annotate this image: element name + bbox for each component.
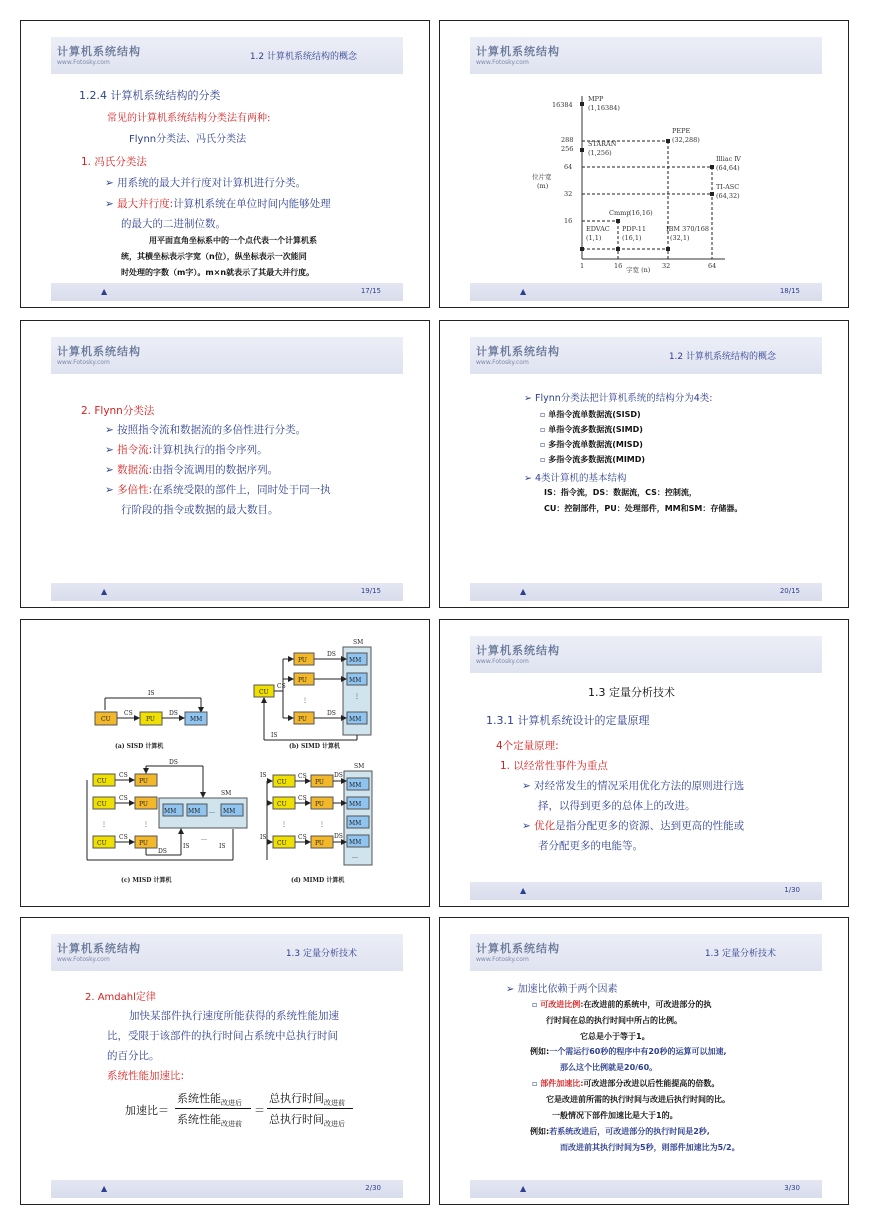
num-2-text: 总执行时间 — [269, 1092, 324, 1105]
bullet-2-cont: 的最大的二进制位数。 — [121, 218, 226, 230]
square-bullet-icon: ▫ — [540, 425, 549, 434]
point-pdp11 — [616, 247, 620, 251]
arrow-icon: ➢ — [524, 473, 535, 484]
page-number: 17/15 — [360, 287, 381, 295]
arrow-icon: ➢ — [522, 820, 535, 832]
bullet-2 — [524, 470, 627, 484]
is-label: IS — [260, 834, 267, 841]
ds-label: DS — [334, 772, 343, 779]
point-mpp — [580, 102, 584, 106]
cu-text: CU — [101, 716, 111, 723]
label-pepe: PEPE — [672, 127, 691, 135]
slide-footer — [51, 583, 403, 601]
mm-text: MM — [349, 782, 362, 789]
intro-text: 常见的计算机系统结构分类法有两种: — [107, 113, 271, 124]
bullet-2-text: 是指分配更多的资源、达到更高的性能或 — [555, 820, 745, 832]
sm-label: SM — [221, 790, 232, 797]
formula-eq: ＝ — [254, 1104, 265, 1117]
page-number: 3/30 — [784, 1184, 800, 1192]
subtitle: 1.3.1 计算机系统设计的定量原理 — [486, 714, 650, 727]
example-2 — [530, 1126, 710, 1137]
logo-url: www.Fotosky.com — [476, 658, 529, 665]
mm-text: MM — [188, 808, 201, 815]
arrow-icon: ➢ — [105, 198, 118, 210]
slide-footer — [470, 882, 822, 900]
cs-label: CS — [119, 772, 128, 779]
bullet-4 — [105, 482, 331, 497]
page-number: 19/15 — [360, 587, 381, 595]
para-line-2: 统，其横坐标表示字宽（n位），纵坐标表示一次能同 — [121, 252, 307, 261]
pu-text: PU — [298, 657, 307, 664]
is-label: IS — [271, 732, 278, 739]
heading: 2. Flynn分类法 — [81, 405, 155, 417]
dots: ⋮ — [281, 821, 287, 828]
dots: ⋮ — [101, 821, 107, 828]
ds-label: DS — [158, 848, 167, 855]
logo: 计算机系统结构 — [476, 345, 560, 358]
up-arrow-icon[interactable]: ▲ — [520, 587, 527, 596]
label-mpp: MPP — [588, 95, 604, 103]
list-item — [540, 424, 643, 435]
para-line-3: 时处理的字数（m字）。m×n就表示了其最大并行度。 — [121, 268, 315, 277]
logo-url: www.Fotosky.com — [57, 956, 110, 963]
ellipsis: … — [209, 808, 215, 815]
sm-label: SM — [353, 639, 364, 646]
point-staran — [580, 148, 584, 152]
bullet-2 — [105, 196, 331, 211]
section-title: 1.2 计算机系统结构的概念 — [249, 52, 357, 62]
list-item-text: 单指令流多数据流(SIMD) — [548, 425, 643, 434]
item-2-text: 可改进部分改进以后性能提高的倍数。 — [583, 1079, 720, 1088]
point-cmmp — [616, 219, 620, 223]
cs-label: CS — [119, 834, 128, 841]
red-label: 系统性能加速比: — [107, 1070, 185, 1082]
red-line-1: 4个定量原理: — [496, 740, 559, 752]
item-2 — [532, 1078, 719, 1089]
bullet-2-text: 4类计算机的基本结构 — [534, 473, 627, 484]
bullet-1 — [105, 175, 306, 190]
logo-url: www.Fotosky.com — [57, 59, 110, 66]
bullet-1 — [105, 422, 306, 437]
slide-header — [470, 37, 822, 74]
y-label-1: 位片宽 — [532, 173, 552, 181]
cu-text: CU — [277, 840, 287, 847]
cs-label: CS — [277, 683, 286, 690]
dots: ⋮ — [302, 697, 308, 704]
square-bullet-icon: ▫ — [540, 410, 549, 419]
example-1-text: 一个需运行60秒的程序中有20秒的运算可以加速, — [549, 1047, 727, 1056]
cs-label: CS — [298, 773, 307, 780]
label-cmmp: Cmmp — [609, 209, 631, 217]
slide-flynn-diagram — [20, 619, 430, 907]
mm-text: MM — [190, 716, 203, 723]
slide-18 — [439, 20, 849, 308]
logo-url: www.Fotosky.com — [476, 359, 529, 366]
pu-text: PU — [315, 779, 324, 786]
y-tick: 288 — [561, 136, 574, 144]
page-number: 1/30 — [784, 886, 800, 894]
label-tiasc: TI-ASC — [716, 183, 740, 191]
coord-staran: (1,256) — [588, 149, 612, 157]
para-line-3: 的百分比。 — [107, 1050, 160, 1062]
slide-header — [51, 934, 403, 971]
feng-classification-chart — [440, 81, 849, 281]
arrow-icon: ➢ — [105, 484, 118, 496]
para-line-1: 加快某部件执行速度所能获得的系统性能加速 — [129, 1010, 339, 1022]
label-edvac: EDVAC — [586, 225, 610, 233]
heading: 2. Amdahl定律 — [85, 992, 156, 1003]
point-illiac — [710, 165, 714, 169]
up-arrow-icon[interactable]: ▲ — [101, 287, 108, 296]
ds-label: DS — [327, 651, 336, 658]
bullet-2-text: 计算机系统在单位时间内能够处理 — [173, 198, 331, 210]
coord-mpp: (1,16384) — [588, 104, 620, 112]
formula-num-1 — [177, 1090, 242, 1108]
mm-text: MM — [349, 820, 362, 827]
cu-text: CU — [97, 801, 107, 808]
mm-text: MM — [164, 808, 177, 815]
slide-2 — [20, 917, 430, 1205]
ds-label: DS — [169, 759, 178, 766]
label-ibm370: IBM 370/168 — [666, 225, 710, 233]
slide-3 — [439, 917, 849, 1205]
point-ibm370 — [666, 247, 670, 251]
ellipsis: … — [352, 853, 358, 860]
item-2-label: 部件加速比: — [540, 1079, 584, 1088]
den-1-sub: 改进前 — [221, 1120, 242, 1129]
section-title: 1.2 计算机系统结构的概念 — [668, 352, 776, 362]
example-1-label: 例如: — [530, 1047, 550, 1056]
page-number: 20/15 — [779, 587, 800, 595]
slide-header — [51, 37, 403, 74]
square-bullet-icon: ▫ — [532, 1000, 541, 1009]
arrow-icon: ➢ — [506, 984, 518, 995]
bullet-3-text: 由指令流调用的数据序列。 — [152, 464, 279, 476]
list-item — [540, 439, 643, 450]
y-tick: 16 — [564, 217, 573, 225]
logo-url: www.Fotosky.com — [476, 956, 529, 963]
item-1-label: 可改进比例: — [540, 1000, 584, 1009]
bullet-2-cont: 者分配更多的电能等。 — [538, 840, 643, 852]
dots: ⋮ — [319, 821, 325, 828]
label-pdp11: PDP-11 — [622, 225, 647, 233]
item-2-cont: 它是改进前所需的执行时间与改进后执行时间的比。 — [546, 1095, 730, 1104]
is-label: IS — [260, 772, 267, 779]
cu-text: CU — [259, 689, 269, 696]
dots: ⋮ — [354, 693, 360, 700]
bullet-3-label: 数据流: — [117, 464, 153, 476]
cu-text: CU — [277, 779, 287, 786]
formula-lhs: 加速比＝ — [125, 1104, 169, 1117]
fraction-bar — [175, 1108, 251, 1109]
up-arrow-icon[interactable]: ▲ — [101, 1184, 108, 1193]
slide-footer — [51, 1180, 403, 1198]
arrow-icon: ➢ — [105, 177, 118, 189]
coord-cmmp: (16,16) — [629, 209, 653, 217]
bullet-4-label: 多倍性: — [117, 484, 153, 496]
square-bullet-icon: ▫ — [532, 1079, 541, 1088]
logo: 计算机系统结构 — [57, 45, 141, 58]
pu-text: PU — [315, 840, 324, 847]
logo: 计算机系统结构 — [476, 942, 560, 955]
simd-diagram — [254, 639, 371, 750]
x-tick: 32 — [662, 262, 671, 270]
y-tick: 32 — [564, 190, 573, 198]
logo-url: www.Fotosky.com — [57, 359, 110, 366]
para-line-2: 比，受限于该部件的执行时间占系统中总执行时间 — [107, 1030, 338, 1042]
para-line-1: 用平面直角坐标系中的一个点代表一个计算机系 — [149, 236, 317, 245]
list-item — [540, 409, 641, 420]
pu-text: PU — [146, 716, 155, 723]
list-item-text: 多指令流单数据流(MISD) — [548, 440, 643, 449]
bullet-2-text: 计算机执行的指令序列。 — [152, 444, 268, 456]
mm-text: MM — [349, 801, 362, 808]
bullet-1-cont: 择，以得到更多的总体上的改进。 — [538, 800, 696, 812]
example-2-text: 若系统改进后，可改进部分的执行时间是2秒, — [549, 1127, 710, 1136]
slide-header — [470, 934, 822, 971]
item-2-note: 一般情况下部件加速比是大于1的。 — [552, 1111, 678, 1120]
example-1-cont: 那么这个比例就是20/60。 — [560, 1063, 658, 1072]
dots: ⋮ — [143, 821, 149, 828]
y-label-2: (m) — [537, 182, 549, 190]
num-2-sub: 改进前 — [324, 1099, 345, 1108]
slide-17 — [20, 20, 430, 308]
bullet-1-text: 加速比依赖于两个因素 — [517, 984, 618, 995]
den-1-text: 系统性能 — [177, 1113, 221, 1126]
formula-den-2 — [269, 1111, 345, 1129]
point-edvac — [580, 247, 584, 251]
bullet-1-text: 按照指令流和数据流的多倍性进行分类。 — [117, 424, 307, 436]
bullet-1-text: Flynn分类法把计算机系统的结构分为4类: — [534, 393, 713, 404]
logo-url: www.Fotosky.com — [476, 59, 529, 66]
bullet-1 — [522, 778, 744, 793]
caption-sisd: (a) SISD 计算机 — [115, 743, 164, 750]
ds-label: DS — [327, 710, 336, 717]
bullet-2-label: 最大并行度: — [117, 198, 174, 210]
is-label: IS — [219, 843, 226, 850]
arrow-icon: ➢ — [105, 444, 118, 456]
bullet-1 — [524, 390, 713, 404]
ds-label: DS — [169, 710, 178, 717]
bullet-1 — [506, 980, 618, 995]
item-1-note: 它总是小于等于1。 — [580, 1032, 650, 1041]
example-2-cont: 而改进前其执行时间为5秒，则部件加速比为5/2。 — [560, 1143, 740, 1152]
slide-header — [470, 636, 822, 673]
bullet-2 — [522, 818, 744, 833]
heading-1: 1. 冯氏分类法 — [81, 156, 147, 168]
y-tick: 64 — [564, 163, 573, 171]
arrow-icon: ➢ — [105, 464, 118, 476]
slide-footer — [470, 583, 822, 601]
is-label: IS — [183, 843, 190, 850]
slide-header — [51, 337, 403, 374]
x-label: 字宽 (n) — [626, 266, 651, 274]
y-tick: 16384 — [552, 101, 573, 109]
square-bullet-icon: ▫ — [540, 440, 549, 449]
label-illiac: Illiac Ⅳ — [716, 155, 741, 163]
coord-pdp11: (16,1) — [622, 234, 642, 242]
logo: 计算机系统结构 — [476, 45, 560, 58]
mm-text: MM — [349, 657, 362, 664]
is-label: IS — [148, 690, 155, 697]
caption-misd: (c) MISD 计算机 — [121, 877, 172, 884]
example-1 — [530, 1046, 727, 1057]
arrow-icon: ➢ — [524, 393, 535, 404]
bullet-2 — [105, 442, 268, 457]
mm-text: MM — [349, 716, 362, 723]
cs-label: CS — [124, 710, 133, 717]
slide-19 — [20, 320, 430, 608]
up-arrow-icon[interactable]: ▲ — [520, 1184, 527, 1193]
item-1-cont: 行时间在总的执行时间中所占的比例。 — [546, 1016, 682, 1025]
mm-text: MM — [223, 808, 236, 815]
pu-text: PU — [139, 840, 148, 847]
logo: 计算机系统结构 — [57, 942, 141, 955]
page-number: 2/30 — [365, 1184, 381, 1192]
caption-mimd: (d) MIMD 计算机 — [291, 877, 345, 884]
cs-label: CS — [298, 795, 307, 802]
den-2-sub: 改进后 — [324, 1120, 345, 1129]
ellipsis: … — [201, 835, 207, 842]
den-2-text: 总执行时间 — [269, 1113, 324, 1126]
pu-text: PU — [139, 778, 148, 785]
coord-tiasc: (64,32) — [716, 192, 740, 200]
point-tiasc — [710, 192, 714, 196]
pu-text: PU — [139, 801, 148, 808]
formula-num-2 — [269, 1090, 345, 1108]
slide-20 — [439, 320, 849, 608]
slide-header — [470, 337, 822, 374]
page-number: 18/15 — [779, 287, 800, 295]
pu-text: PU — [298, 716, 307, 723]
coord-pepe: (32,288) — [672, 136, 700, 144]
arrow-icon: ➢ — [522, 780, 535, 792]
coord-illiac: (64,64) — [716, 164, 740, 172]
point-pepe — [666, 139, 670, 143]
label-staran: STARAN — [588, 140, 617, 148]
square-bullet-icon: ▫ — [540, 455, 549, 464]
slide-footer — [51, 283, 403, 301]
up-arrow-icon[interactable]: ▲ — [520, 886, 527, 895]
fraction-bar — [267, 1108, 353, 1109]
slide-1 — [439, 619, 849, 907]
bullet-1-text: 用系统的最大并行度对计算机进行分类。 — [117, 177, 307, 189]
section-title: 1.3 定量分析技术 — [285, 949, 357, 959]
x-tick: 64 — [708, 262, 717, 270]
cu-text: CU — [277, 801, 287, 808]
slide-footer — [470, 283, 822, 301]
example-2-label: 例如: — [530, 1127, 550, 1136]
bullet-4-text: 在系统受限的部件上，同时处于同一执 — [152, 484, 331, 496]
slide-title: 1.3 定量分析技术 — [588, 686, 675, 699]
arrow-icon: ➢ — [105, 424, 118, 436]
misd-diagram — [87, 759, 247, 884]
methods-text: Flynn分类法、冯氏分类法 — [129, 134, 247, 145]
cu-text: CU — [97, 778, 107, 785]
caption-simd: (b) SIMD 计算机 — [289, 743, 341, 750]
cs-label: CS — [119, 795, 128, 802]
logo: 计算机系统结构 — [57, 345, 141, 358]
legend-line-2: CU：控制部件，PU：处理部件，MM和SM：存储器。 — [544, 504, 743, 513]
up-arrow-icon[interactable]: ▲ — [520, 287, 527, 296]
up-arrow-icon[interactable]: ▲ — [101, 587, 108, 596]
pu-text: PU — [298, 677, 307, 684]
coord-ibm370: (32,1) — [670, 234, 690, 242]
list-item-text: 单指令流单数据流(SISD) — [548, 410, 641, 419]
legend-line-1: IS：指令流，DS：数据流，CS：控制流， — [544, 488, 697, 497]
coord-edvac: (1,1) — [586, 234, 602, 242]
item-1 — [532, 999, 711, 1010]
mimd-diagram — [260, 763, 372, 884]
sisd-diagram — [95, 690, 207, 750]
list-item-text: 多指令流多数据流(MIMD) — [548, 455, 646, 464]
mm-text: MM — [349, 839, 362, 846]
x-tick: 1 — [580, 262, 585, 270]
cs-label: CS — [298, 834, 307, 841]
bullet-2-label: 优化 — [534, 820, 556, 832]
sm-label: SM — [354, 763, 365, 770]
bullet-3 — [105, 462, 278, 477]
mm-text: MM — [349, 677, 362, 684]
formula-den-1 — [177, 1111, 242, 1129]
ds-label: DS — [334, 833, 343, 840]
slide-title: 1.2.4 计算机系统结构的分类 — [79, 89, 221, 102]
red-line-2: 1. 以经常性事件为重点 — [500, 760, 608, 772]
cu-text: CU — [97, 840, 107, 847]
num-1-sub: 改进后 — [221, 1099, 242, 1108]
flynn-structure-diagram — [21, 620, 430, 907]
section-title: 1.3 定量分析技术 — [704, 949, 776, 959]
item-1-text: 在改进前的系统中，可改进部分的执 — [583, 1000, 712, 1009]
x-tick: 16 — [614, 262, 623, 270]
pu-text: PU — [315, 801, 324, 808]
bullet-2-label: 指令流: — [117, 444, 153, 456]
logo: 计算机系统结构 — [476, 644, 560, 657]
num-1-text: 系统性能 — [177, 1092, 221, 1105]
bullet-4-cont: 行阶段的指令或数据的最大数目。 — [121, 504, 279, 516]
slide-footer — [470, 1180, 822, 1198]
list-item — [540, 454, 645, 465]
y-tick: 256 — [561, 145, 574, 153]
bullet-1-text: 对经常发生的情况采用优化方法的原则进行选 — [534, 780, 745, 792]
